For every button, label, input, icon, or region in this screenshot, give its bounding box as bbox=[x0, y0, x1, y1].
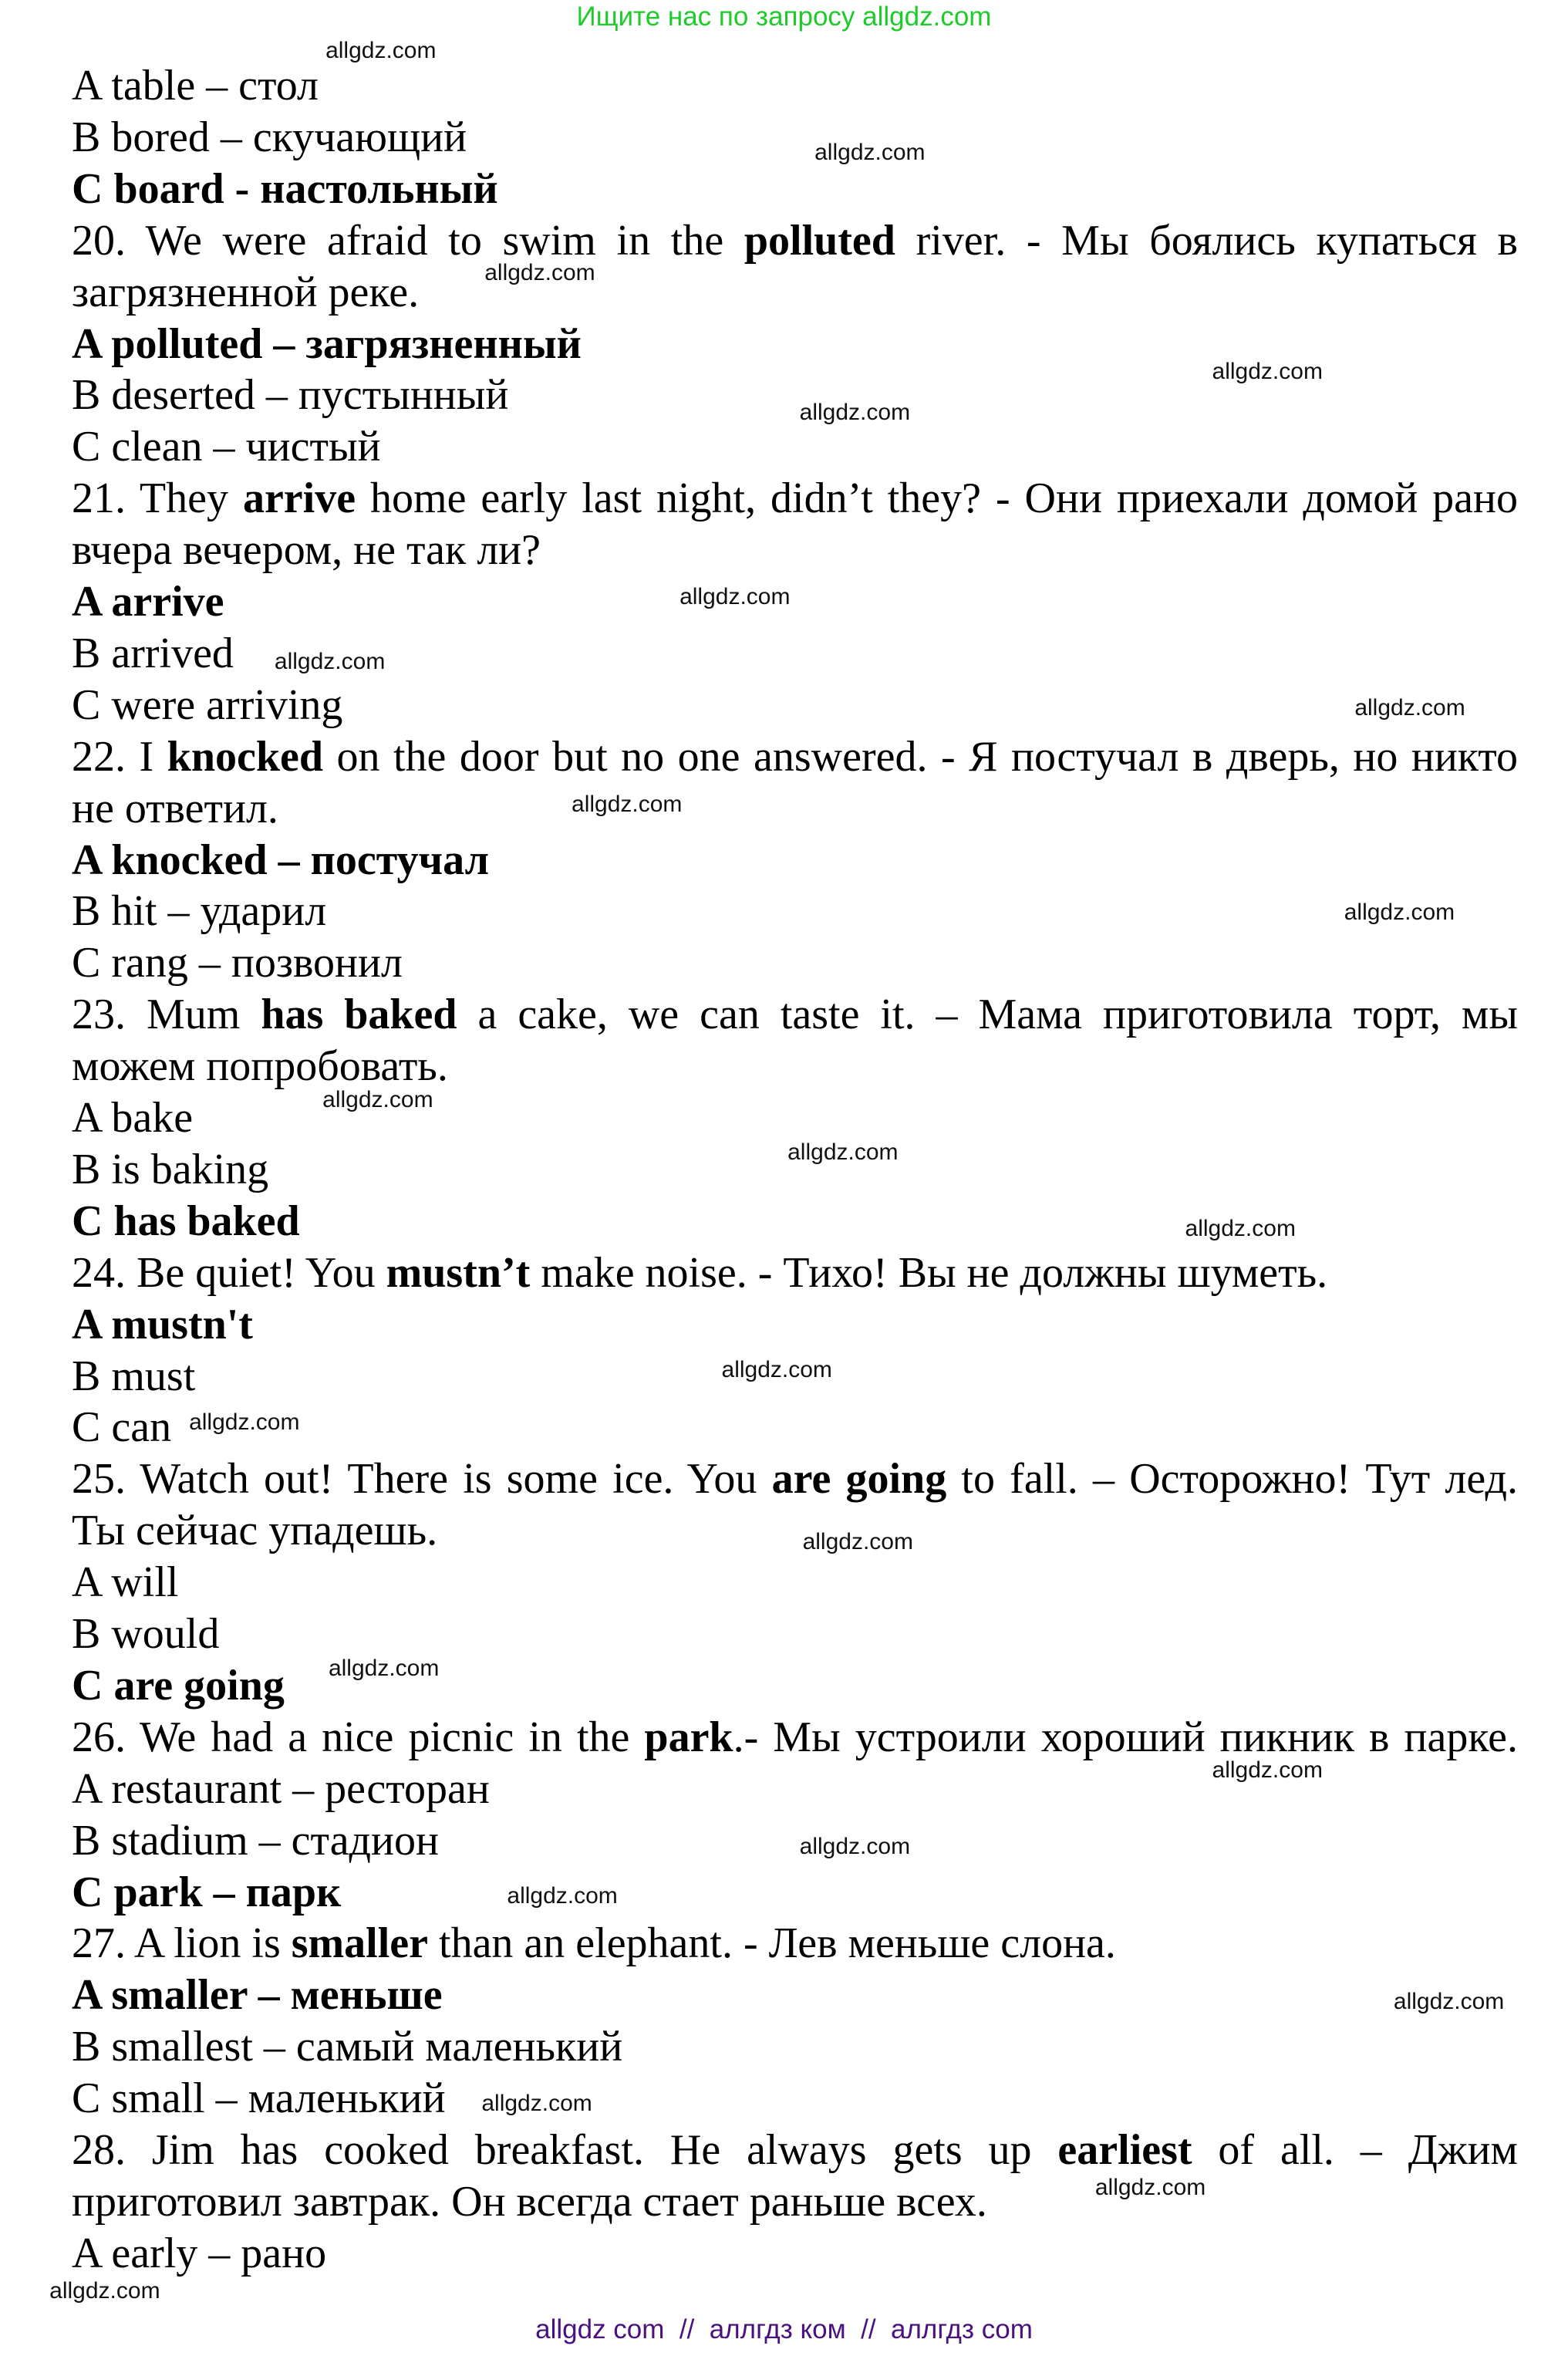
text-line bbox=[72, 1092, 1518, 1144]
watermark: allgdz.com bbox=[1354, 695, 1465, 721]
text-line bbox=[72, 60, 1518, 112]
watermark: allgdz.com bbox=[325, 38, 437, 64]
watermark: allgdz.com bbox=[787, 1139, 899, 1165]
text-line bbox=[72, 1247, 1518, 1299]
text-line bbox=[72, 2228, 1518, 2280]
text: B hit – ударил bbox=[72, 887, 327, 936]
text: вчера вечером, не так ли? bbox=[72, 526, 541, 575]
text-line bbox=[72, 783, 1518, 835]
watermark: allgdz.com bbox=[507, 1883, 618, 1909]
text: 25. Watch out! There is some ice. You bbox=[72, 1455, 772, 1504]
bold-text: A polluted – загрязненный bbox=[72, 319, 582, 368]
text: A early – рано bbox=[72, 2229, 327, 2277]
text: to fall. – Осторожно! Тут лед. bbox=[946, 1455, 1518, 1504]
text-line bbox=[72, 112, 1518, 164]
watermark: allgdz.com bbox=[481, 2090, 592, 2116]
text: A table – стол bbox=[72, 62, 319, 110]
text: 27. A lion is bbox=[72, 1919, 292, 1968]
text: B deserted – пустынный bbox=[72, 371, 509, 420]
text-line bbox=[72, 215, 1518, 267]
text: 21. They bbox=[72, 474, 243, 523]
bold-text: A mustn't bbox=[72, 1300, 253, 1348]
text-line bbox=[72, 1970, 1518, 2021]
watermark: allgdz.com bbox=[1344, 899, 1455, 925]
text: 24. Be quiet! You bbox=[72, 1248, 386, 1297]
text-line bbox=[72, 2021, 1518, 2073]
text: A will bbox=[72, 1558, 179, 1607]
bold-text: park bbox=[644, 1713, 733, 1761]
text-line bbox=[72, 989, 1518, 1041]
text-line bbox=[72, 1196, 1518, 1247]
text: B smallest – самый маленький bbox=[72, 2023, 623, 2071]
text-line bbox=[72, 576, 1518, 628]
bold-text: C has baked bbox=[72, 1197, 300, 1245]
text: 22. I bbox=[72, 732, 167, 781]
text: C can bbox=[72, 1403, 172, 1452]
text-line bbox=[72, 1815, 1518, 1867]
watermark: allgdz.com bbox=[802, 1529, 913, 1555]
bold-text: A arrive bbox=[72, 578, 224, 626]
bold-text: earliest bbox=[1057, 2126, 1192, 2174]
watermark: allgdz.com bbox=[799, 399, 911, 425]
text-line bbox=[72, 731, 1518, 783]
watermark: allgdz.com bbox=[814, 140, 926, 166]
text: A bake bbox=[72, 1094, 194, 1142]
watermark: allgdz.com bbox=[679, 584, 791, 610]
watermark: allgdz.com bbox=[1212, 1757, 1323, 1784]
text: 28. Jim has cooked breakfast. He always gets up bbox=[72, 2126, 1058, 2174]
watermark: allgdz.com bbox=[328, 1655, 440, 1681]
text: B stadium – стадион bbox=[72, 1816, 439, 1865]
text-line bbox=[72, 1453, 1518, 1505]
search-banner[interactable]: Ищите нас по запросу allgdz.com bbox=[576, 2, 992, 32]
text-line bbox=[72, 2125, 1518, 2176]
text: on the door but no one answered. - Я постучал в дверь, но никто bbox=[322, 732, 1518, 781]
text-line bbox=[72, 1505, 1518, 1557]
text-line bbox=[72, 1918, 1518, 1970]
text: 23. Mum bbox=[72, 991, 261, 1039]
text: of all. – Джим bbox=[1192, 2126, 1518, 2174]
text: home early last night, didn’t they? - Они приехали домой рано bbox=[356, 474, 1518, 523]
text: B would bbox=[72, 1610, 220, 1658]
watermark: allgdz.com bbox=[274, 648, 386, 674]
text-line bbox=[72, 1712, 1518, 1764]
text-line bbox=[72, 1608, 1518, 1660]
text-line bbox=[72, 267, 1518, 319]
text: можем попробовать. bbox=[72, 1042, 448, 1091]
text: C clean – чистый bbox=[72, 423, 381, 471]
text: C rang – позвонил bbox=[72, 939, 403, 987]
text-line bbox=[72, 1299, 1518, 1351]
watermark: allgdz.com bbox=[322, 1086, 433, 1112]
text: make noise. - Тихо! Вы не должны шуметь. bbox=[530, 1248, 1328, 1297]
text-line bbox=[72, 525, 1518, 576]
text-line bbox=[72, 473, 1518, 525]
text: B must bbox=[72, 1352, 196, 1400]
text: 20. We were afraid to swim in the bbox=[72, 216, 744, 265]
text: B is baking bbox=[72, 1145, 269, 1193]
text-line bbox=[72, 1557, 1518, 1608]
text-line bbox=[72, 421, 1518, 473]
watermark: allgdz.com bbox=[1393, 1988, 1505, 2014]
bold-text: has baked bbox=[261, 991, 457, 1039]
text: river. - Мы боялись купаться в bbox=[895, 216, 1518, 265]
watermark: allgdz.com bbox=[49, 2278, 160, 2304]
text: B bored – скучающий bbox=[72, 113, 467, 161]
text-line bbox=[72, 886, 1518, 937]
text: приготовил завтрак. Он всегда стает раньше всех. bbox=[72, 2177, 987, 2226]
text-line bbox=[72, 2073, 1518, 2125]
text: загрязненной реке. bbox=[72, 268, 420, 316]
bold-text: A knocked – постучал bbox=[72, 835, 490, 884]
bold-text: C are going bbox=[72, 1661, 285, 1710]
text: A restaurant – ресторан bbox=[72, 1764, 490, 1813]
text: .- Мы устроили хороший пикник в парке. bbox=[733, 1713, 1519, 1761]
bold-text: arrive bbox=[242, 474, 356, 523]
watermark: allgdz.com bbox=[572, 791, 683, 817]
watermark: allgdz.com bbox=[1185, 1215, 1296, 1241]
bold-text: smaller bbox=[291, 1919, 429, 1968]
text-line bbox=[72, 1660, 1518, 1712]
footer-links[interactable]: allgdz com // аллгдз ком // аллгдз com bbox=[535, 2314, 1033, 2344]
text: 26. We had a nice picnic in the bbox=[72, 1713, 645, 1761]
text-line bbox=[72, 937, 1518, 989]
bold-text: polluted bbox=[744, 216, 895, 265]
bold-text: knocked bbox=[167, 732, 323, 781]
bold-text: C board - настольный bbox=[72, 164, 498, 213]
bold-text: mustn’t bbox=[386, 1248, 531, 1297]
text-line bbox=[72, 2176, 1518, 2228]
bold-text: C park – парк bbox=[72, 1868, 342, 1916]
watermark: allgdz.com bbox=[799, 1834, 911, 1860]
watermark: allgdz.com bbox=[189, 1409, 300, 1435]
text: a cake, we can taste it. – Мама приготовила торт, мы bbox=[457, 991, 1518, 1039]
text: B arrived bbox=[72, 629, 234, 677]
text: Ты сейчас упадешь. bbox=[72, 1507, 438, 1555]
text-line bbox=[72, 1041, 1518, 1092]
watermark: allgdz.com bbox=[1212, 359, 1323, 385]
text-line bbox=[72, 680, 1518, 731]
text: не ответил. bbox=[72, 784, 278, 832]
watermark: allgdz.com bbox=[484, 259, 595, 285]
text: C were arriving bbox=[72, 680, 343, 729]
watermark: allgdz.com bbox=[1094, 2174, 1206, 2200]
watermark: allgdz.com bbox=[721, 1356, 832, 1382]
bold-text: are going bbox=[771, 1455, 947, 1504]
text: than an elephant. - Лев меньше слона. bbox=[428, 1919, 1116, 1968]
bold-text: A smaller – меньше bbox=[72, 1971, 443, 2020]
text-line bbox=[72, 835, 1518, 886]
text: C small – маленький bbox=[72, 2074, 446, 2123]
text-line bbox=[72, 164, 1518, 215]
text-line bbox=[72, 1867, 1518, 1919]
